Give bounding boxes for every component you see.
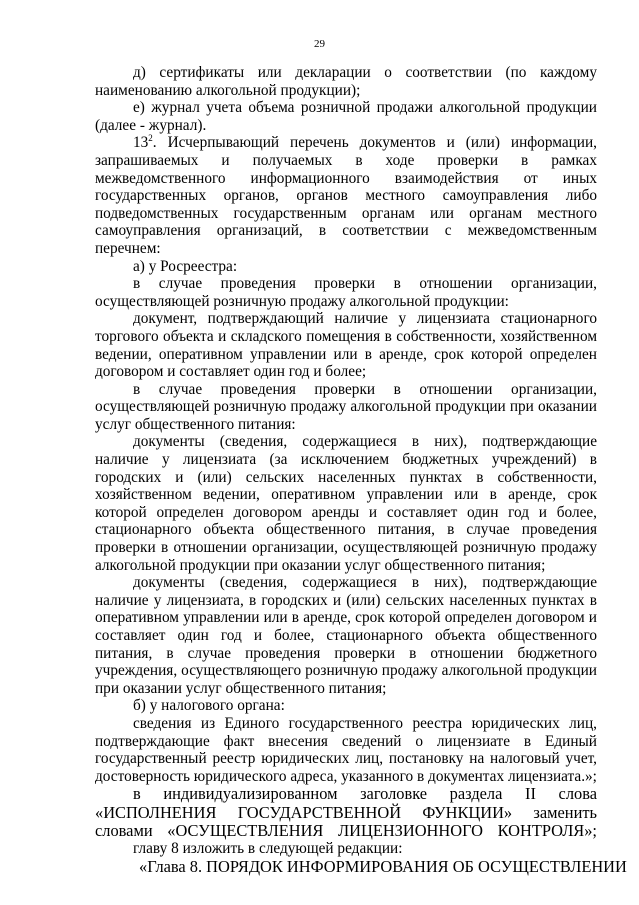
paragraph-13-2-document-list: $13^2$. Исчерпывающий перечень документов и (или) информации, запрашиваемых и получаемых в ходе проверки в рамках межведомственного информационного взаимодействия от иных государственных органов, органов местного самоуправления либо подведомственных государственным органам или органам местного самоуправления организаций, в соответствии с межведомственным перечнем: <box>95 133 597 257</box>
item-superscript: 2 <box>148 133 153 144</box>
paragraph-d-certificates: д) сертификаты или декларации о соответствии (по каждому наименованию алкогольной продукции); <box>95 64 597 99</box>
chapter-8-heading: «Глава 8. ПОРЯДОК ИНФОРМИРОВАНИЯ ОБ ОСУЩЕСТВЛЕНИИ <box>139 856 627 876</box>
paragraph-stationary-object-document: документ, подтверждающий наличие у лицензиата стационарного торгового объекта и складского помещения в собственности, хозяйственном ведении, оперативном управлении или в аренде, срок которой определен договором и составляет один год и более; <box>95 310 597 381</box>
paragraph-egrul-information: сведения из Единого государственного реестра юридических лиц, подтверждающие факт внесения сведений о лицензиате в Единый государственный реестр юридических лиц, постановку на налоговый учет, достоверность юридического адреса, указанного в документах лицензиата.»; <box>95 714 597 785</box>
paragraph-chapter-8-instruction: главу 8 изложить в следующей редакции: <box>133 840 403 858</box>
document-body <box>95 64 627 876</box>
paragraph-a-rosreestr: а) у Росреестра: <box>133 257 238 275</box>
page-number: 29 <box>314 38 325 50</box>
paragraph-e-journal: е) журнал учета объема розничной продажи алкогольной продукции (далее - журнал). <box>95 99 597 134</box>
item-text: Исчерпывающий перечень документов и (или) информации, запрашиваемых и получаемых в ходе проверки в рамках межведомственного информационного взаимодействия от иных государственных органов, органов местного самоуправления либо подведомственных государственным органам или органам местного самоуправления организаций, в соответствии с межведомственным перечнем: <box>95 134 597 257</box>
paragraph-catering-documents: документы (сведения, содержащиеся в них), подтверждающие наличие у лицензиата (за исключением бюджетных учреждений) в городских и (или) сельских населенных пунктах в собственности, хозяйственном ведении, оперативном управлении или в аренде, срок которой определен договором аренды и составляет один год и более, стационарного объекта общественного питания, в случае проведения проверки в отношении организации, осуществляющей розничную продажу алкогольной продукции при оказании услуг общественного питания; <box>95 433 597 574</box>
paragraph-catering-inspection: в случае проведения проверки в отношении организации, осуществляющей розничную продажу алкогольной продукции при оказании услуг общественного питания: <box>95 380 597 433</box>
paragraph-b-tax-authority: б) у налогового органа: <box>133 697 285 715</box>
paragraph-section-title-replacement: в индивидуализированном заголовке раздела II слова «ИСПОЛНЕНИЯ ГОСУДАРСТВЕННОЙ ФУНКЦИИ» заменить словами «ОСУЩЕСТВЛЕНИЯ ЛИЦЕНЗИОННОГО КОНТРОЛЯ»; <box>95 784 597 840</box>
paragraph-retail-inspection: в случае проведения проверки в отношении организации, осуществляющей розничную продажу алкогольной продукции: <box>95 275 597 310</box>
paragraph-budget-institution-documents: документы (сведения, содержащиеся в них), подтверждающие наличие у лицензиата, в городских и (или) сельских населенных пунктах в оперативном управлении или в аренде, срок которой определен договором и составляет один год и более, стационарного объекта общественного питания, в случае проведения проверки в отношении бюджетного учреждения, осуществляющего розничную продажу алкогольной продукции при оказании услуг общественного питания; <box>95 574 597 697</box>
item-number: 13 <box>133 134 149 152</box>
